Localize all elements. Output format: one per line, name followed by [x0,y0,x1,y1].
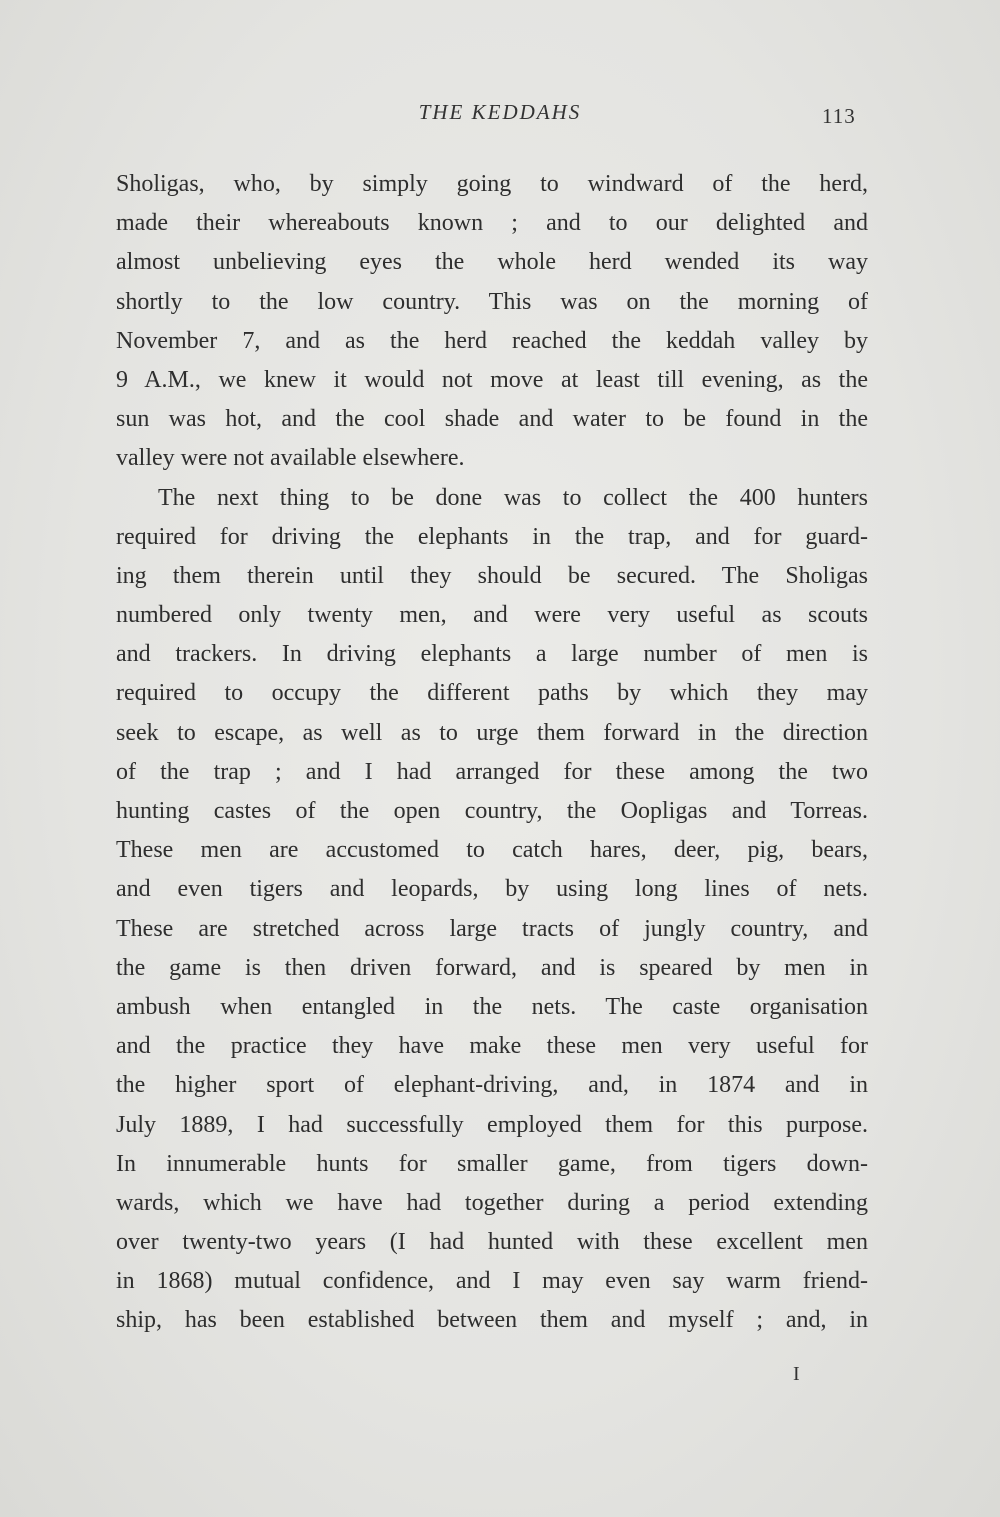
text-line: wards, which we have had together during a period extending [116,1189,868,1216]
text-line: shortly to the low country. This was on the morning of [116,288,868,315]
text-line: of the trap ; and I had arranged for these among the two [116,758,868,785]
running-head: THE KEDDAHS [418,100,582,124]
text-line: ambush when entangled in the nets. The caste organisation [116,993,868,1020]
text-line: numbered only twenty men, and were very useful as scouts [116,602,868,629]
text-line: and even tigers and leopards, by using long lines of nets. [116,876,868,903]
text-line: over twenty-two years (I had hunted with these excellent men [116,1229,868,1256]
text-line: made their whereabouts known ; and to our delighted and [116,210,868,237]
text-line: These are stretched across large tracts of jungly country, and [116,915,868,942]
text-line: The next thing to be done was to collect the 400 hunters [158,484,868,511]
text-line: the higher sport of elephant-driving, and, in 1874 and in [116,1072,868,1099]
text-line: ing them therein until they should be secured. The Sholigas [116,562,868,589]
text-line: sun was hot, and the cool shade and water to be found in the [116,406,868,433]
text-line: Sholigas, who, by simply going to windward of the herd, [116,171,868,197]
text-line: and the practice they have make these men very useful for [116,1033,868,1060]
text-line: These men are accustomed to catch hares, deer, pig, bears, [116,837,868,864]
text-line: the game is then driven forward, and is speared by men in [116,954,868,981]
text-line: valley were not available elsewhere. [116,445,465,472]
page-number: 113 [822,104,856,128]
text-line: in 1868) mutual confidence, and I may even say warm friend- [116,1268,868,1295]
body-text [116,165,868,1341]
text-line: hunting castes of the open country, the Oopligas and Torreas. [116,798,868,824]
text-line: and trackers. In driving elephants a large number of men is [116,641,868,668]
text-line: seek to escape, as well as to urge them forward in the direction [116,719,868,746]
signature-mark: I [793,1363,800,1385]
text-line: 9 A.M., we knew it would not move at least till evening, as the [116,366,868,393]
text-line: November 7, and as the herd reached the keddah valley by [116,327,868,354]
text-line: In innumerable hunts for smaller game, from tigers down- [116,1150,868,1177]
text-line: ship, has been established between them and myself ; and, in [116,1307,868,1334]
text-line: July 1889, I had successfully employed them for this purpose. [116,1111,868,1138]
text-line: required to occupy the different paths by which they may [116,680,868,707]
text-line: required for driving the elephants in the trap, and for guard- [116,523,868,550]
text-line: almost unbelieving eyes the whole herd wended its way [116,249,868,276]
